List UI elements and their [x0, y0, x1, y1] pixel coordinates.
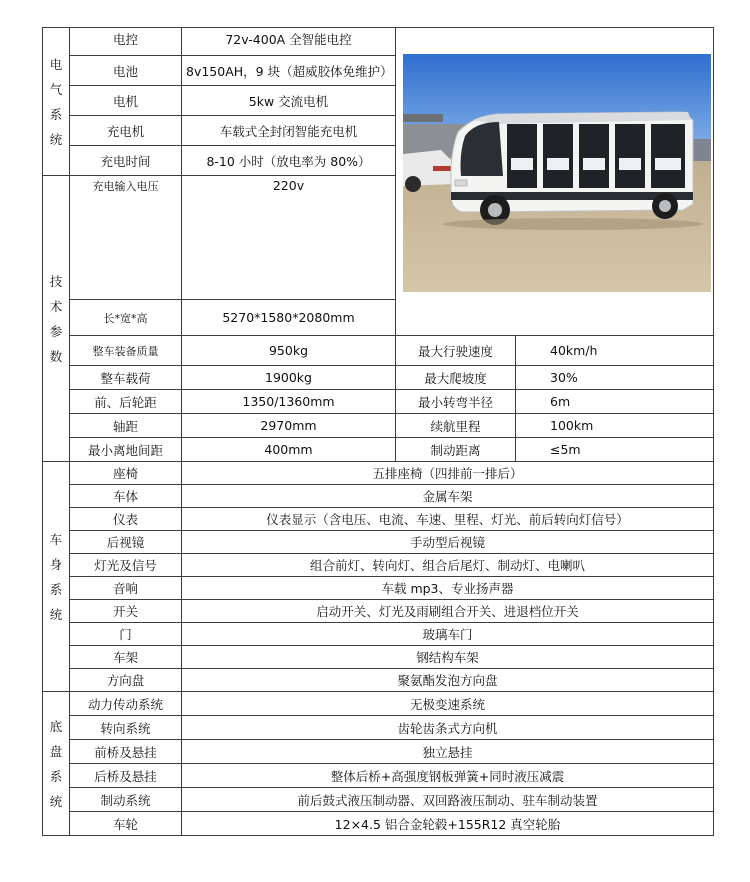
spec-label: 灯光及信号 — [70, 554, 182, 577]
spec-row — [43, 462, 714, 485]
spec-value: 独立悬挂 — [182, 740, 714, 764]
spec-value: 五排座椅（四排前一排后） — [182, 462, 714, 485]
spec-row — [43, 812, 714, 836]
spec-row — [43, 554, 714, 577]
spec-value: 手动型后视镜 — [182, 531, 714, 554]
spec-row — [43, 716, 714, 740]
spec-row — [43, 336, 714, 366]
spec-row — [43, 669, 714, 692]
spec-value: 6m — [516, 390, 714, 414]
spec-label: 开关 — [70, 600, 182, 623]
spec-label: 仪表 — [70, 508, 182, 531]
spec-label: 车体 — [70, 485, 182, 508]
spec-value: 聚氨酯发泡方向盘 — [182, 669, 714, 692]
spec-label: 续航里程 — [396, 414, 516, 438]
section-body: 车 身 系 统 — [43, 462, 70, 692]
spec-value: 仪表显示（含电压、电流、车速、里程、灯光、前后转向灯信号） — [182, 508, 714, 531]
vehicle-photo-cell — [396, 28, 714, 336]
spec-label: 制动系统 — [70, 788, 182, 812]
spec-value: 12×4.5 铝合金轮毂+155R12 真空轮胎 — [182, 812, 714, 836]
spec-label: 前、后轮距 — [70, 390, 182, 414]
spec-row — [43, 508, 714, 531]
spec-label: 转向系统 — [70, 716, 182, 740]
spec-value: 前后鼓式液压制动器、双回路液压制动、驻车制动装置 — [182, 788, 714, 812]
spec-value: 950kg — [182, 336, 396, 366]
spec-value: 2970mm — [182, 414, 396, 438]
spec-value: 整体后桥+高强度钢板弹簧+同时液压减震 — [182, 764, 714, 788]
spec-label: 音响 — [70, 577, 182, 600]
spec-row — [43, 366, 714, 390]
spec-label: 座椅 — [70, 462, 182, 485]
spec-row — [43, 692, 714, 716]
spec-row — [43, 788, 714, 812]
spec-label: 动力传动系统 — [70, 692, 182, 716]
spec-value: 1900kg — [182, 366, 396, 390]
section-electric: 电 气 系 统 — [43, 28, 70, 176]
spec-value: 220v — [182, 176, 396, 300]
spec-label: 充电输入电压 — [70, 176, 182, 300]
section-tech: 技 术 参 数 — [43, 176, 70, 462]
spec-row — [43, 764, 714, 788]
spec-value: 5kw 交流电机 — [182, 86, 396, 116]
spec-row — [43, 623, 714, 646]
spec-value: 30% — [516, 366, 714, 390]
spec-value: 72v-400A 全智能电控 — [182, 28, 396, 56]
spec-value: 齿轮齿条式方向机 — [182, 716, 714, 740]
spec-value: 车载式全封闭智能充电机 — [182, 116, 396, 146]
spec-label: 前桥及悬挂 — [70, 740, 182, 764]
spec-value: 无极变速系统 — [182, 692, 714, 716]
spec-row — [43, 740, 714, 764]
spec-value: 40km/h — [516, 336, 714, 366]
spec-value: 车载 mp3、专业扬声器 — [182, 577, 714, 600]
section-chassis: 底 盘 系 统 — [43, 692, 70, 836]
spec-label: 最大行驶速度 — [396, 336, 516, 366]
spec-value: 1350/1360mm — [182, 390, 396, 414]
spec-label: 长*宽*高 — [70, 300, 182, 336]
spec-label: 充电时间 — [70, 146, 182, 176]
spec-label: 轴距 — [70, 414, 182, 438]
spec-label: 后视镜 — [70, 531, 182, 554]
spec-label: 车架 — [70, 646, 182, 669]
spec-value: 启动开关、灯光及雨刷组合开关、进退档位开关 — [182, 600, 714, 623]
spec-row — [43, 414, 714, 438]
spec-value: 玻璃车门 — [182, 623, 714, 646]
spec-label: 最小转弯半径 — [396, 390, 516, 414]
spec-label: 后桥及悬挂 — [70, 764, 182, 788]
spec-label: 整车载荷 — [70, 366, 182, 390]
sightseeing-bus-photo — [403, 54, 711, 292]
spec-label: 门 — [70, 623, 182, 646]
spec-row — [43, 577, 714, 600]
spec-value: 钢结构车架 — [182, 646, 714, 669]
spec-value: ≤5m — [516, 438, 714, 462]
spec-row — [43, 438, 714, 462]
spec-label: 车轮 — [70, 812, 182, 836]
spec-label: 整车装备质量 — [70, 336, 182, 366]
spec-label: 电池 — [70, 56, 182, 86]
spec-value: 组合前灯、转向灯、组合后尾灯、制动灯、电喇叭 — [182, 554, 714, 577]
spec-row — [43, 28, 714, 56]
spec-label: 制动距离 — [396, 438, 516, 462]
spec-value: 100km — [516, 414, 714, 438]
spec-label: 最小离地间距 — [70, 438, 182, 462]
spec-value: 金属车架 — [182, 485, 714, 508]
spec-label: 电控 — [70, 28, 182, 56]
spec-value: 5270*1580*2080mm — [182, 300, 396, 336]
spec-label: 充电机 — [70, 116, 182, 146]
spec-label: 电机 — [70, 86, 182, 116]
spec-value: 8-10 小时（放电率为 80%） — [182, 146, 396, 176]
spec-row — [43, 531, 714, 554]
spec-value: 400mm — [182, 438, 396, 462]
spec-value: 8v150AH，9 块（超威胶体免维护） — [182, 56, 396, 86]
spec-label: 最大爬坡度 — [396, 366, 516, 390]
spec-row — [43, 600, 714, 623]
spec-row — [43, 390, 714, 414]
spec-table — [42, 27, 714, 836]
spec-label: 方向盘 — [70, 669, 182, 692]
spec-row — [43, 646, 714, 669]
spec-row — [43, 485, 714, 508]
